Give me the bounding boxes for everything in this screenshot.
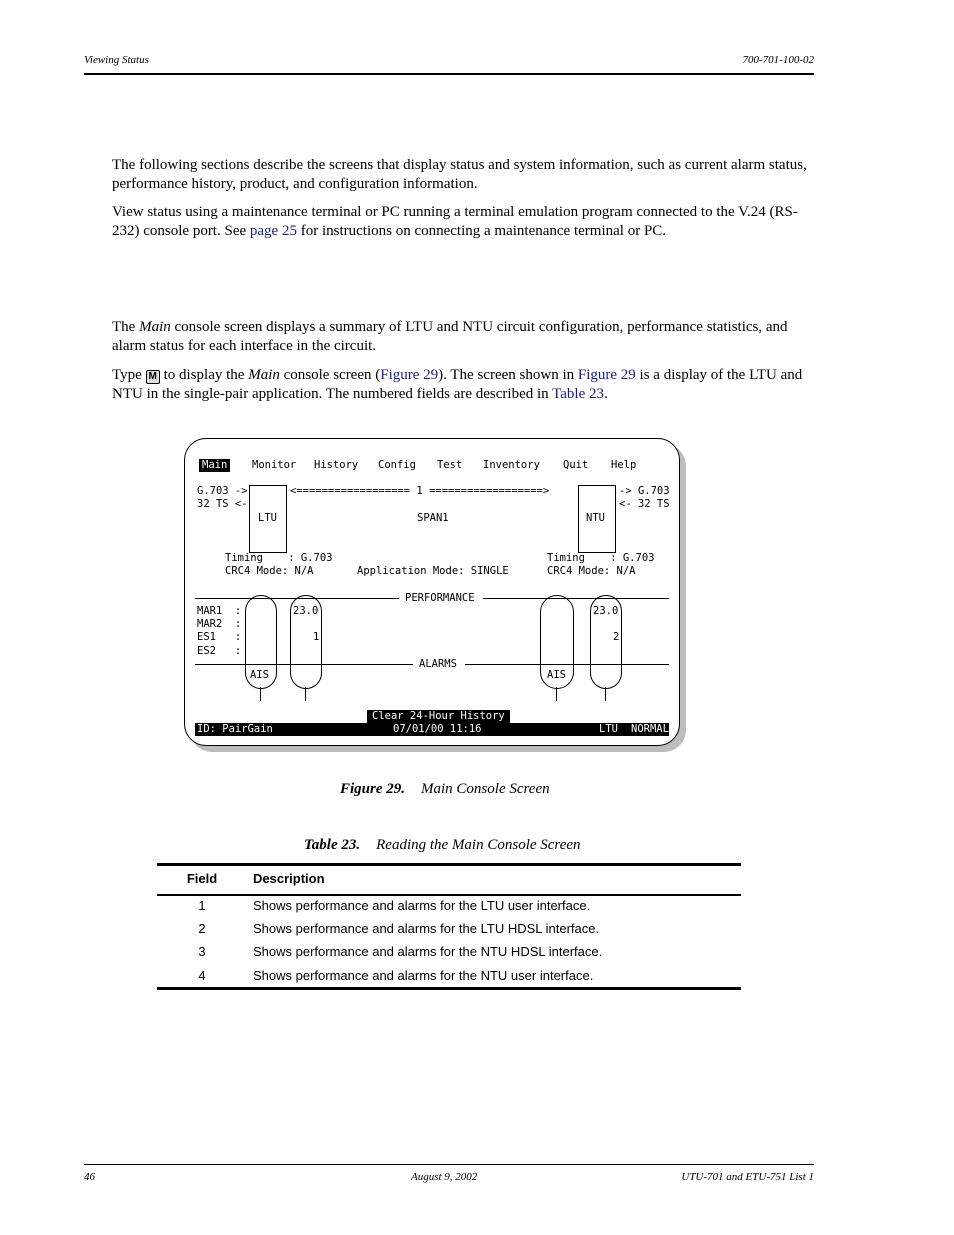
right-out-label: <- 32 TS	[619, 498, 670, 510]
ntu-crc4-mode: CRC4 Mode: N/A	[547, 565, 636, 577]
ntu-ais-alarm: AIS	[547, 669, 566, 681]
figure-caption: Figure 29. Main Console Screen	[340, 781, 550, 797]
table-row: 1 Shows performance and alarms for the LTU user interface.	[198, 898, 591, 913]
performance-label: PERFORMANCE	[405, 592, 475, 604]
field-3-leader	[556, 687, 557, 701]
stat-label-es1: ES1 :	[197, 631, 242, 643]
console-status-bar	[195, 723, 669, 736]
table-top-rule	[157, 863, 741, 866]
table-header-row	[157, 871, 741, 893]
page-25-link[interactable]: page 25	[249, 222, 297, 239]
footer-rule	[84, 1164, 814, 1165]
ltu-timing: Timing : G.703	[225, 552, 333, 564]
ltu-mar-value: 23.0	[293, 605, 319, 617]
field-4-leader	[605, 687, 606, 701]
left-out-label: 32 TS <-	[197, 498, 248, 510]
field-1-leader	[260, 687, 261, 701]
span-label: SPAN1	[417, 512, 449, 524]
status-unit: LTU	[599, 723, 618, 735]
m-key-icon: M	[146, 370, 160, 384]
ltu-crc4-mode: CRC4 Mode: N/A	[225, 565, 314, 577]
console-bezel	[184, 438, 680, 746]
footer-date: August 9, 2002	[411, 1171, 478, 1183]
menu-main[interactable]: Main	[199, 459, 230, 472]
console-screen-figure	[184, 438, 686, 752]
running-header-left: Viewing Status	[84, 54, 149, 66]
column-header-field: Field	[186, 871, 218, 886]
main-paragraph-2: Type M to display the Main console screen (Figure 29). The screen shown in Figure 29 is a display of the LTU and NTU in the single-pair application. The numbered fields are described in Table 23.	[112, 367, 803, 402]
alarms-label: ALARMS	[419, 658, 457, 670]
field-2-leader	[305, 687, 306, 701]
ntu-es-value: 2	[613, 631, 620, 643]
ltu-ais-alarm: AIS	[250, 669, 269, 681]
stat-label-es2: ES2 :	[197, 645, 242, 657]
intro-paragraph-1: The following sections describe the screens that display status and system information, such as current alarm status, performance history, product, and configuration information.	[112, 157, 807, 192]
status-id: ID: PairGain	[197, 723, 273, 735]
reading-main-console-table	[157, 863, 741, 993]
figure-29-link-2[interactable]: Figure 29	[577, 367, 636, 383]
footer-product: UTU-701 and ETU-751 List 1	[681, 1171, 814, 1183]
column-header-description: Description	[253, 871, 325, 886]
figure-29-link-1[interactable]: Figure 29	[380, 367, 439, 383]
performance-rule-right	[483, 598, 669, 599]
console-screen	[195, 453, 671, 735]
stat-label-mar2: MAR2 :	[197, 618, 242, 630]
table-caption: Table 23. Reading the Main Console Screen	[304, 837, 581, 853]
ntu-label: NTU	[586, 512, 605, 524]
table-row: 3 Shows performance and alarms for the NTU HDSL interface.	[198, 944, 603, 959]
table-header-rule	[157, 894, 741, 896]
footer-page-number: 46	[84, 1171, 95, 1183]
table-row: 2 Shows performance and alarms for the LTU HDSL interface.	[198, 921, 600, 936]
console-menu-bar	[195, 459, 671, 473]
menu-help[interactable]: Help	[611, 459, 637, 471]
menu-config[interactable]: Config	[378, 459, 416, 471]
application-mode: Application Mode: SINGLE	[357, 565, 509, 577]
table-row: 4 Shows performance and alarms for the NTU user interface.	[198, 968, 594, 983]
left-in-label: G.703 ->	[197, 485, 248, 497]
span-line: <================== 1 ==================>	[290, 485, 550, 497]
right-in-label: -> G.703	[619, 485, 670, 497]
running-header-right: 700-701-100-02	[742, 54, 814, 66]
clear-history-button[interactable]: Clear 24-Hour History	[367, 710, 510, 723]
ntu-mar-value: 23.0	[593, 605, 619, 617]
intro-paragraph-2: View status using a maintenance terminal or PC running a terminal emulation program connected to the V.24 (RS-232) console port. See page 25 for instructions on connecting a maintenance terminal or PC.	[112, 204, 798, 239]
ltu-es-value: 1	[313, 631, 320, 643]
stat-label-mar1: MAR1 :	[197, 605, 242, 617]
ltu-label: LTU	[258, 512, 277, 524]
header-rule	[84, 73, 814, 75]
ntu-timing: Timing : G.703	[547, 552, 655, 564]
main-paragraph-1: The Main console screen displays a summary of LTU and NTU circuit configuration, performance statistics, and alarm status for each interface in the circuit.	[112, 319, 788, 354]
status-state: NORMAL	[631, 723, 669, 735]
table-23-link[interactable]: Table 23	[552, 385, 605, 402]
menu-inventory[interactable]: Inventory	[483, 459, 540, 471]
table-bottom-rule	[157, 987, 741, 990]
menu-history[interactable]: History	[314, 459, 359, 471]
status-datetime: 07/01/00 11:16	[393, 723, 482, 735]
menu-monitor[interactable]: Monitor	[252, 459, 297, 471]
menu-test[interactable]: Test	[437, 459, 463, 471]
menu-quit[interactable]: Quit	[563, 459, 589, 471]
